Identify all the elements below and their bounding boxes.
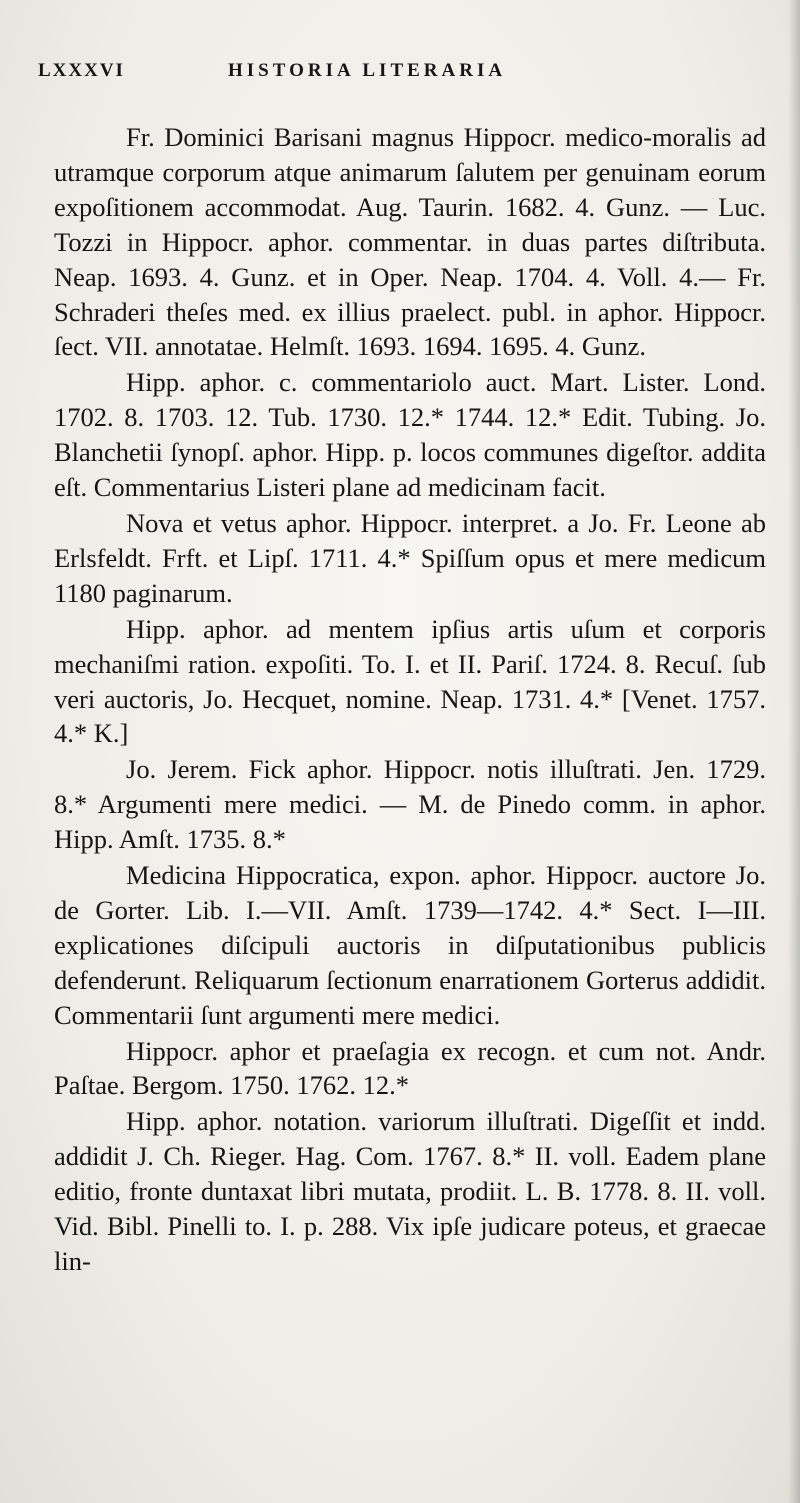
paragraph-hecquet: Hipp. aphor. ad mentem ipſius artis uſum et corporis mechaniſmi ration. expoſiti. To. I. et II. Pariſ. 1724. 8. Recuſ. ſub veri auctoris, Jo. Hecquet, nomine. Neap. 1731. 4.* [Venet. 1757. 4.* K.] — [54, 613, 766, 749]
body-text — [54, 120, 766, 1279]
paragraph-rieger: Hipp. aphor. notation. variorum illuſtrati. Digeſſit et indd. addidit J. Ch. Rieger. Hag. Com. 1767. 8.* II. voll. Eadem plane editio, fronte duntaxat libri mutata, prodiit. L. B. 1778. 8. II. voll. Vid. Bibl. Pinelli to. I. p. 288. Vix ipſe judicare poteus, et graecae lin- — [54, 1106, 766, 1276]
running-title: HISTORIA LITERARIA — [228, 60, 507, 81]
paragraph-lister: Hipp. aphor. c. commentariolo auct. Mart. Lister. Lond. 1702. 8. 1703. 12. Tub. 1730. 12.* 1744. 12.* Edit. Tubing. Jo. Blanchetii ſynopſ. aphor. Hipp. p. locos communes digeſtor. addita eſt. Commentarius Listeri plane ad medicinam facit. — [54, 367, 766, 503]
page-edge-shadow — [788, 0, 800, 1503]
page-number: LXXXVI — [38, 60, 125, 81]
paragraph-pasta: Hippocr. aphor et praeſagia ex recogn. et cum not. Andr. Paſtae. Bergom. 1750. 1762. 12.* — [54, 1035, 766, 1101]
running-head — [38, 60, 760, 90]
paragraph-gorter: Medicina Hippocratica, expon. aphor. Hippocr. auctore Jo. de Gorter. Lib. I.—VII. Amſt. 1739—1742. 4.* Sect. I—III. explicationes diſcipuli auctoris in diſputationibus publicis defenderunt. Reliquarum ſectionum enarrationem Gorterus addidit. Commentarii ſunt argumenti mere medici. — [54, 860, 766, 1030]
paragraph-barisani: Fr. Dominici Barisani magnus Hippocr. medico-moralis ad utramque corporum atque animarum ſalutem per genuinam eorum expoſitionem accommodat. Aug. Taurin. 1682. 4. Gunz. — Luc. Tozzi in Hippocr. aphor. commentar. in duas partes diſtributa. Neap. 1693. 4. Gunz. et in Oper. Neap. 1704. 4. Voll. 4.— Fr. Schraderi theſes med. ex illius praelect. publ. in aphor. Hippocr. ſect. VII. annotatae. Helmſt. 1693. 1694. 1695. 4. Gunz. — [54, 122, 766, 362]
paragraph-fick: Jo. Jerem. Fick aphor. Hippocr. notis illuſtrati. Jen. 1729. 8.* Argumenti mere medici. — M. de Pinedo comm. in aphor. Hipp. Amſt. 1735. 8.* — [54, 754, 766, 855]
paragraph-erlsfeldt: Nova et vetus aphor. Hippocr. interpret. a Jo. Fr. Leone ab Erlsfeldt. Frft. et Lipſ. 1711. 4.* Spiſſum opus et mere medicum 1180 paginarum. — [54, 507, 766, 608]
